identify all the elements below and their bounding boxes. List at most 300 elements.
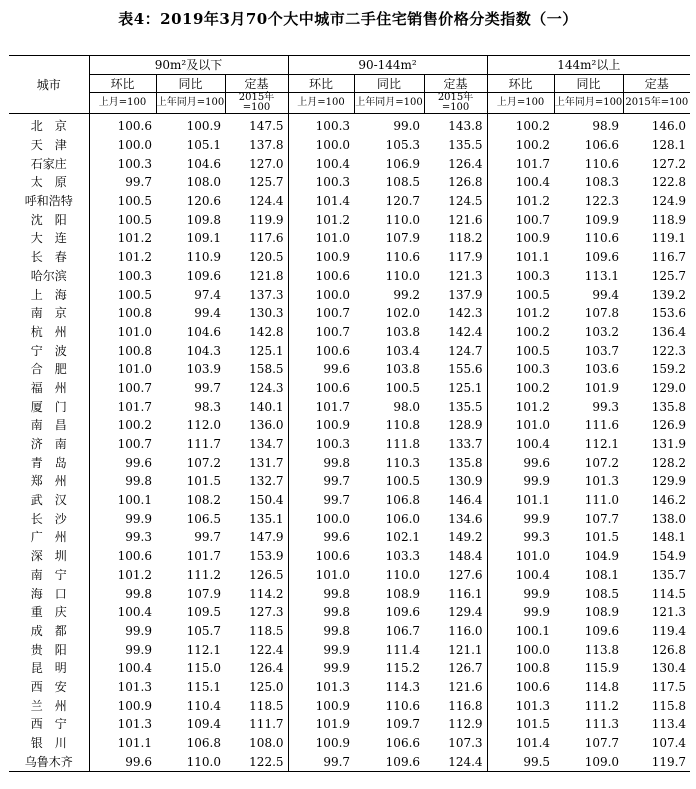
value-cell: 100.0 [288, 509, 354, 528]
value-cell: 121.1 [448, 642, 483, 657]
city-cell: 北 京 [30, 119, 67, 134]
value-cell: 106.6 [385, 736, 421, 751]
city-cell: 兰 州 [30, 698, 67, 713]
value-cell: 121.3 [651, 605, 687, 620]
value-cell: 101.4 [487, 734, 554, 753]
value-cell: 99.6 [487, 453, 554, 472]
value-cell: 100.0 [487, 640, 554, 659]
value-cell: 99.7 [288, 491, 354, 510]
value-cell: 99.9 [288, 640, 354, 659]
value-cell: 101.7 [89, 397, 156, 416]
city-cell: 呼和浩特 [24, 194, 73, 209]
value-cell: 101.0 [89, 360, 156, 379]
value-cell: 100.0 [89, 136, 156, 155]
value-cell: 107.7 [584, 511, 620, 526]
value-cell: 101.1 [487, 491, 554, 510]
subheader-cell: 环比 [288, 75, 354, 93]
value-cell: 107.9 [186, 586, 221, 601]
value-cell: 110.3 [385, 455, 421, 470]
value-cell: 128.1 [651, 138, 687, 153]
value-cell: 110.0 [385, 268, 421, 283]
city-cell: 武 汉 [30, 493, 67, 508]
value-cell: 122.4 [249, 642, 284, 657]
value-cell: 101.3 [89, 715, 156, 734]
value-cell: 121.6 [448, 679, 483, 694]
table-row [9, 734, 690, 753]
base-row [9, 93, 690, 114]
table-header [9, 56, 690, 114]
value-cell: 117.5 [651, 679, 687, 694]
value-cell: 108.1 [584, 567, 620, 582]
value-cell: 120.6 [186, 194, 221, 209]
value-cell: 99.7 [89, 173, 156, 192]
value-cell: 101.1 [487, 248, 554, 267]
table-row [9, 173, 690, 192]
value-cell: 115.1 [186, 679, 221, 694]
subheader-cell: 定基 [225, 75, 288, 93]
base-cell: 上年同月=100 [554, 93, 623, 114]
table-row [9, 547, 690, 566]
value-cell: 101.3 [288, 678, 354, 697]
value-cell: 104.3 [186, 343, 221, 358]
value-cell: 134.7 [249, 437, 284, 452]
value-cell: 112.9 [448, 717, 483, 732]
value-cell: 142.4 [448, 324, 483, 339]
value-cell: 107.4 [651, 736, 687, 751]
value-cell: 138.0 [651, 511, 687, 526]
value-cell: 99.7 [194, 530, 221, 545]
value-cell: 101.0 [288, 566, 354, 585]
value-cell: 134.6 [448, 511, 483, 526]
value-cell: 115.8 [651, 698, 687, 713]
value-cell: 110.9 [186, 250, 221, 265]
value-cell: 111.2 [584, 698, 620, 713]
value-cell: 106.9 [385, 156, 421, 171]
value-cell: 100.6 [288, 267, 354, 286]
value-cell: 122.5 [225, 752, 288, 771]
value-cell: 126.8 [651, 642, 687, 657]
value-cell: 100.7 [288, 323, 354, 342]
subheader-cell: 定基 [424, 75, 487, 93]
value-cell: 100.9 [487, 229, 554, 248]
city-cell: 贵 阳 [30, 642, 67, 657]
city-cell: 西 安 [30, 679, 67, 694]
value-cell: 107.3 [448, 736, 483, 751]
value-cell: 159.2 [651, 362, 687, 377]
value-cell: 100.5 [89, 192, 156, 211]
value-cell: 99.9 [487, 603, 554, 622]
table-row [9, 360, 690, 379]
value-cell: 110.0 [156, 752, 225, 771]
value-cell: 127.3 [249, 605, 284, 620]
value-cell: 111.0 [584, 493, 620, 508]
value-cell: 127.6 [448, 567, 483, 582]
value-cell: 109.7 [385, 717, 421, 732]
value-cell: 108.0 [186, 175, 221, 190]
value-cell: 98.3 [194, 399, 221, 414]
base-cell: 2015年=100 [623, 93, 690, 114]
base-cell: 上月=100 [288, 93, 354, 114]
value-cell: 110.6 [584, 231, 620, 246]
value-cell: 101.2 [89, 566, 156, 585]
value-cell: 100.9 [186, 119, 221, 134]
value-cell: 117.9 [448, 250, 483, 265]
value-cell: 108.5 [584, 586, 620, 601]
value-cell: 100.1 [487, 622, 554, 641]
value-cell: 100.4 [89, 603, 156, 622]
value-cell: 146.4 [448, 493, 483, 508]
value-cell: 101.4 [288, 192, 354, 211]
value-cell: 100.9 [288, 416, 354, 435]
value-cell: 122.8 [651, 175, 687, 190]
value-cell: 135.8 [651, 399, 687, 414]
value-cell: 114.5 [651, 586, 687, 601]
value-cell: 129.4 [448, 605, 483, 620]
value-cell: 131.7 [249, 455, 284, 470]
value-cell: 135.5 [448, 138, 483, 153]
subheader-cell: 环比 [487, 75, 554, 93]
value-cell: 111.6 [584, 418, 620, 433]
value-cell: 106.7 [385, 623, 421, 638]
value-cell: 110.6 [584, 156, 620, 171]
value-cell: 107.9 [385, 231, 421, 246]
value-cell: 99.8 [288, 622, 354, 641]
value-cell: 122.3 [651, 343, 687, 358]
city-cell: 银 川 [30, 736, 67, 751]
city-cell: 广 州 [30, 530, 67, 545]
value-cell: 100.8 [89, 304, 156, 323]
value-cell: 103.2 [584, 324, 620, 339]
value-cell: 99.2 [393, 287, 421, 302]
table-row [9, 304, 690, 323]
value-cell: 101.0 [288, 229, 354, 248]
value-cell: 100.4 [487, 435, 554, 454]
value-cell: 100.7 [487, 210, 554, 229]
value-cell: 99.4 [592, 287, 620, 302]
base-cell: 上年同月=100 [156, 93, 225, 114]
base-cell: 2015年=100 [424, 93, 487, 114]
value-cell: 110.4 [186, 698, 221, 713]
value-cell: 121.8 [249, 268, 284, 283]
value-cell: 100.5 [89, 285, 156, 304]
price-index-table [9, 55, 690, 772]
value-cell: 122.3 [584, 194, 620, 209]
value-cell: 109.6 [186, 268, 221, 283]
table-row [9, 528, 690, 547]
value-cell: 103.4 [385, 343, 421, 358]
value-cell: 100.4 [89, 659, 156, 678]
value-cell: 106.6 [584, 138, 620, 153]
value-cell: 109.5 [186, 605, 221, 620]
value-cell: 125.7 [651, 268, 687, 283]
value-cell: 101.2 [89, 229, 156, 248]
value-cell: 106.0 [385, 511, 421, 526]
value-cell: 99.9 [487, 509, 554, 528]
table-row [9, 491, 690, 510]
value-cell: 100.3 [89, 267, 156, 286]
value-cell: 100.2 [487, 114, 554, 136]
value-cell: 99.8 [89, 584, 156, 603]
value-cell: 99.7 [288, 752, 354, 771]
value-cell: 101.2 [487, 192, 554, 211]
value-cell: 109.0 [554, 752, 623, 771]
city-cell: 长 沙 [30, 511, 67, 526]
table-row [9, 453, 690, 472]
value-cell: 100.3 [288, 435, 354, 454]
value-cell: 124.7 [448, 343, 483, 358]
value-cell: 99.9 [487, 584, 554, 603]
base-cell: 上年同月=100 [354, 93, 424, 114]
subheader-row [9, 75, 690, 93]
value-cell: 100.6 [487, 678, 554, 697]
subheader-cell: 同比 [156, 75, 225, 93]
value-cell: 140.1 [249, 399, 284, 414]
value-cell: 113.8 [584, 642, 620, 657]
value-cell: 100.6 [288, 379, 354, 398]
value-cell: 103.8 [385, 324, 421, 339]
value-cell: 100.6 [288, 547, 354, 566]
table-row [9, 210, 690, 229]
table-row [9, 154, 690, 173]
value-cell: 99.8 [288, 603, 354, 622]
value-cell: 98.0 [393, 399, 421, 414]
table-row [9, 622, 690, 641]
value-cell: 130.4 [651, 661, 687, 676]
value-cell: 101.5 [584, 530, 620, 545]
value-cell: 99.8 [89, 472, 156, 491]
city-cell: 南 宁 [30, 567, 67, 582]
city-cell: 昆 明 [30, 661, 67, 676]
value-cell: 100.2 [89, 416, 156, 435]
value-cell: 150.4 [249, 493, 284, 508]
value-cell: 111.4 [385, 642, 421, 657]
value-cell: 100.3 [89, 154, 156, 173]
value-cell: 125.0 [249, 679, 284, 694]
city-cell: 乌鲁木齐 [9, 752, 89, 771]
value-cell: 103.7 [584, 343, 620, 358]
value-cell: 101.2 [89, 248, 156, 267]
table-row [9, 285, 690, 304]
value-cell: 99.3 [592, 399, 620, 414]
value-cell: 112.1 [584, 437, 620, 452]
subheader-cell: 同比 [554, 75, 623, 93]
value-cell: 113.4 [651, 717, 687, 732]
value-cell: 100.6 [89, 547, 156, 566]
value-cell: 136.4 [651, 324, 687, 339]
city-cell: 重 庆 [30, 605, 67, 620]
value-cell: 105.7 [186, 623, 221, 638]
value-cell: 106.5 [186, 511, 221, 526]
value-cell: 135.7 [651, 567, 687, 582]
value-cell: 113.1 [584, 268, 620, 283]
value-cell: 101.2 [487, 397, 554, 416]
value-cell: 100.7 [89, 379, 156, 398]
value-cell: 112.0 [186, 418, 221, 433]
value-cell: 106.8 [385, 493, 421, 508]
city-cell: 郑 州 [30, 474, 67, 489]
subheader-cell: 环比 [89, 75, 156, 93]
value-cell: 147.9 [249, 530, 284, 545]
value-cell: 118.5 [249, 698, 284, 713]
base-cell: 2015年=100 [225, 93, 288, 114]
city-cell: 济 南 [30, 437, 67, 452]
value-cell: 110.6 [385, 698, 421, 713]
table-row [9, 248, 690, 267]
base-cell: 上月=100 [487, 93, 554, 114]
table-row [9, 397, 690, 416]
value-cell: 125.1 [448, 380, 483, 395]
value-cell: 99.4 [194, 306, 221, 321]
value-cell: 109.4 [186, 717, 221, 732]
value-cell: 129.0 [651, 380, 687, 395]
value-cell: 99.6 [288, 528, 354, 547]
value-cell: 111.7 [186, 437, 221, 452]
value-cell: 126.9 [651, 418, 687, 433]
value-cell: 136.0 [249, 418, 284, 433]
table-row [9, 136, 690, 155]
value-cell: 154.9 [651, 549, 687, 564]
value-cell: 101.2 [288, 210, 354, 229]
table-row [9, 659, 690, 678]
value-cell: 100.0 [288, 285, 354, 304]
value-cell: 103.9 [186, 362, 221, 377]
subheader-cell: 同比 [354, 75, 424, 93]
table-row [9, 229, 690, 248]
value-cell: 111.8 [385, 437, 421, 452]
value-cell: 100.4 [487, 566, 554, 585]
value-cell: 101.0 [89, 323, 156, 342]
value-cell: 153.9 [249, 549, 284, 564]
value-cell: 121.6 [448, 212, 483, 227]
table-row [9, 640, 690, 659]
value-cell: 106.8 [186, 736, 221, 751]
value-cell: 104.6 [186, 324, 221, 339]
value-cell: 100.8 [89, 341, 156, 360]
value-cell: 109.6 [584, 623, 620, 638]
value-cell: 99.9 [89, 640, 156, 659]
group-header-large: 144m²以上 [487, 56, 690, 75]
value-cell: 100.3 [487, 360, 554, 379]
value-cell: 101.9 [288, 715, 354, 734]
value-cell: 137.3 [249, 287, 284, 302]
city-cell: 天 津 [30, 138, 67, 153]
value-cell: 102.0 [385, 306, 421, 321]
value-cell: 99.5 [487, 752, 554, 771]
city-cell: 海 口 [30, 586, 67, 601]
value-cell: 108.5 [385, 175, 421, 190]
value-cell: 99.7 [194, 380, 221, 395]
table-row [9, 752, 690, 771]
city-cell: 杭 州 [30, 324, 67, 339]
value-cell: 109.6 [354, 752, 424, 771]
value-cell: 126.5 [249, 567, 284, 582]
city-column-header: 城市 [9, 56, 89, 114]
city-cell: 成 都 [30, 623, 67, 638]
table-title: 表4：2019年3月70个大中城市二手住宅销售价格分类指数（一） [118, 10, 578, 28]
value-cell: 100.1 [89, 491, 156, 510]
table-row [9, 267, 690, 286]
value-cell: 142.8 [249, 324, 284, 339]
value-cell: 118.9 [651, 212, 687, 227]
value-cell: 125.1 [249, 343, 284, 358]
city-cell: 深 圳 [30, 549, 67, 564]
value-cell: 115.0 [186, 661, 221, 676]
value-cell: 100.5 [89, 210, 156, 229]
value-cell: 118.5 [249, 623, 284, 638]
value-cell: 153.6 [651, 306, 687, 321]
value-cell: 101.7 [186, 549, 221, 564]
value-cell: 100.6 [288, 341, 354, 360]
value-cell: 135.5 [448, 399, 483, 414]
value-cell: 124.4 [249, 194, 284, 209]
value-cell: 101.7 [288, 397, 354, 416]
value-cell: 148.4 [448, 549, 483, 564]
value-cell: 99.7 [288, 472, 354, 491]
value-cell: 124.3 [249, 380, 284, 395]
table-row [9, 323, 690, 342]
value-cell: 107.7 [584, 736, 620, 751]
city-cell: 宁 波 [30, 343, 67, 358]
value-cell: 119.4 [651, 623, 687, 638]
value-cell: 135.1 [249, 511, 284, 526]
city-cell: 大 连 [30, 231, 67, 246]
group-header-small: 90m²及以下 [89, 56, 288, 75]
value-cell: 99.3 [89, 528, 156, 547]
value-cell: 99.9 [487, 472, 554, 491]
value-cell: 100.5 [385, 474, 421, 489]
value-cell: 109.6 [584, 250, 620, 265]
value-cell: 124.4 [424, 752, 487, 771]
value-cell: 100.4 [288, 154, 354, 173]
city-cell: 厦 门 [30, 399, 67, 414]
value-cell: 99.8 [288, 584, 354, 603]
value-cell: 147.5 [249, 119, 284, 134]
table-row [9, 603, 690, 622]
value-cell: 108.2 [186, 493, 221, 508]
value-cell: 115.9 [584, 661, 620, 676]
value-cell: 103.3 [385, 549, 421, 564]
value-cell: 158.5 [249, 362, 284, 377]
value-cell: 100.9 [288, 696, 354, 715]
value-cell: 99.6 [89, 453, 156, 472]
value-cell: 119.1 [651, 231, 687, 246]
value-cell: 109.6 [385, 605, 421, 620]
group-header-medium: 90-144m² [288, 56, 487, 75]
value-cell: 104.9 [584, 549, 620, 564]
value-cell: 97.4 [194, 287, 221, 302]
value-cell: 110.6 [385, 250, 421, 265]
value-cell: 108.0 [249, 736, 284, 751]
value-cell: 127.2 [651, 156, 687, 171]
value-cell: 104.6 [186, 156, 221, 171]
value-cell: 118.2 [448, 231, 483, 246]
value-cell: 130.9 [448, 474, 483, 489]
city-cell: 合 肥 [30, 362, 67, 377]
value-cell: 101.5 [487, 715, 554, 734]
value-cell: 112.1 [186, 642, 221, 657]
value-cell: 129.9 [651, 474, 687, 489]
value-cell: 108.9 [385, 586, 421, 601]
value-cell: 137.8 [249, 138, 284, 153]
value-cell: 101.9 [584, 380, 620, 395]
value-cell: 110.0 [385, 212, 421, 227]
value-cell: 116.1 [448, 586, 483, 601]
value-cell: 100.9 [288, 734, 354, 753]
table-row [9, 696, 690, 715]
value-cell: 99.6 [288, 360, 354, 379]
value-cell: 98.9 [592, 119, 620, 134]
value-cell: 146.0 [651, 119, 687, 134]
